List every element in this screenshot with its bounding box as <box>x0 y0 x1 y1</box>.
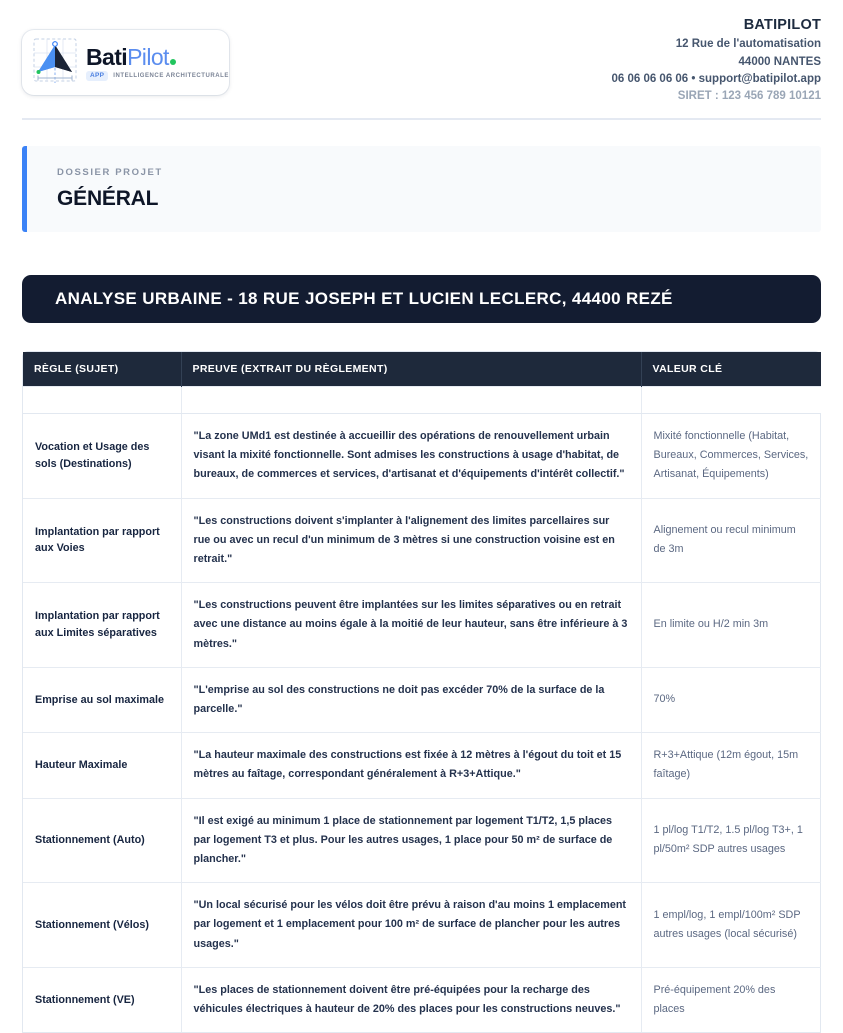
company-contact: 06 06 06 06 06 • support@batipilot.app <box>611 72 821 85</box>
brand-tagline: INTELLIGENCE ARCHITECTURALE <box>113 73 229 79</box>
table-row <box>23 498 821 583</box>
table-row <box>23 798 821 883</box>
header-divider <box>22 118 821 120</box>
column-header-value: VALEUR CLÉ <box>641 352 821 387</box>
brand-name-part1: Bati <box>86 44 128 71</box>
table-row <box>23 583 821 668</box>
cell-value: Mixité fonctionnelle (Habitat, Bureaux, Commerces, Services, Artisanat, Équipements) <box>641 414 821 499</box>
brand-wordmark <box>86 44 229 81</box>
cell-rule: Stationnement (VE) <box>23 967 181 1032</box>
column-header-rule: RÈGLE (SUJET) <box>23 352 181 387</box>
table-spacer-cell <box>641 387 821 414</box>
cell-rule: Implantation par rapport aux Limites séparatives <box>23 583 181 668</box>
company-info-block <box>611 12 821 106</box>
analysis-banner-title: ANALYSE URBAINE - 18 RUE JOSEPH ET LUCIEN LECLERC, 44400 REZÉ <box>55 289 673 308</box>
cell-proof: "Les constructions peuvent être implantées sur les limites séparatives ou en retrait avec une distance au moins égale à la moitié de leur hauteur, sans être inférieure à 3 mètres." <box>181 583 641 668</box>
dossier-block <box>22 146 821 232</box>
cell-proof: "Les places de stationnement doivent être pré-équipées pour la recharge des véhicules électriques à hauteur de 20% des places pour les constructions neuves." <box>181 967 641 1032</box>
table-spacer-cell <box>181 387 641 414</box>
app-badge: APP <box>86 71 108 81</box>
dossier-label: DOSSIER PROJET <box>57 167 163 178</box>
table-row <box>23 733 821 798</box>
cell-value: 1 pl/log T1/T2, 1.5 pl/log T3+, 1 pl/50m² SDP autres usages <box>641 798 821 883</box>
cell-value: 70% <box>641 667 821 732</box>
cell-value: 1 empl/log, 1 empl/100m² SDP autres usages (local sécurisé) <box>641 883 821 968</box>
rules-table <box>23 352 821 1032</box>
cell-rule: Hauteur Maximale <box>23 733 181 798</box>
cell-value: Pré-équipement 20% des places <box>641 967 821 1032</box>
table-row <box>23 667 821 732</box>
rules-table-head <box>23 352 821 387</box>
column-header-proof: PREUVE (EXTRAIT DU RÈGLEMENT) <box>181 352 641 387</box>
cell-rule: Implantation par rapport aux Voies <box>23 498 181 583</box>
cell-rule: Emprise au sol maximale <box>23 667 181 732</box>
table-spacer-cell <box>23 387 181 414</box>
cell-proof: "L'emprise au sol des constructions ne doit pas excéder 70% de la surface de la parcelle." <box>181 667 641 732</box>
cell-value: En limite ou H/2 min 3m <box>641 583 821 668</box>
cell-value: R+3+Attique (12m égout, 15m faîtage) <box>641 733 821 798</box>
rules-table-container <box>22 351 821 1033</box>
cell-proof: "La hauteur maximale des constructions est fixée à 12 mètres à l'égout du toit et 15 mètres au faîtage, correspondant généralement à R+3+Attique." <box>181 733 641 798</box>
cell-proof: "La zone UMd1 est destinée à accueillir des opérations de renouvellement urbain visant la mixité fonctionnelle. Sont admises les constructions à usage d'habitat, de bureaux, de commerces et services, d'artisanat et d'équipements d'intérêt collectif." <box>181 414 641 499</box>
table-row <box>23 883 821 968</box>
document-header <box>0 0 843 108</box>
brand-subline <box>86 71 229 81</box>
company-siret: SIRET : 123 456 789 10121 <box>677 90 821 103</box>
cell-proof: "Les constructions doivent s'implanter à l'alignement des limites parcellaires sur rue ou avec un recul d'un minimum de 3 mètres si une construction voisine est en retrait." <box>181 498 641 583</box>
brand-name-part2: Pilot <box>127 44 169 71</box>
company-address-line-2: 44000 NANTES <box>738 55 821 68</box>
table-row <box>23 967 821 1032</box>
brand-dot-icon <box>170 59 176 65</box>
table-row <box>23 414 821 499</box>
company-name: BATIPILOT <box>743 17 821 33</box>
mountain-compass-icon <box>31 37 79 89</box>
analysis-banner <box>22 275 821 323</box>
cell-rule: Stationnement (Auto) <box>23 798 181 883</box>
cell-proof: "Il est exigé au minimum 1 place de stationnement par logement T1/T2, 1,5 places par logement T3 et plus. Pour les autres usages, 1 place pour 50 m² de surface de plancher." <box>181 798 641 883</box>
dossier-title: GÉNÉRAL <box>57 187 159 210</box>
cell-rule: Stationnement (Vélos) <box>23 883 181 968</box>
brand-name <box>86 46 229 69</box>
cell-proof: "Un local sécurisé pour les vélos doit être prévu à raison d'au moins 1 emplacement par logement et 1 emplacement pour 100 m² de surface de plancher pour les autres usages." <box>181 883 641 968</box>
rules-table-body <box>23 414 821 1033</box>
brand-logo-card <box>22 30 229 95</box>
table-spacer-row <box>23 387 821 414</box>
company-address-line-1: 12 Rue de l'automatisation <box>675 38 821 51</box>
table-header-row <box>23 352 821 387</box>
cell-value: Alignement ou recul minimum de 3m <box>641 498 821 583</box>
cell-rule: Vocation et Usage des sols (Destinations) <box>23 414 181 499</box>
